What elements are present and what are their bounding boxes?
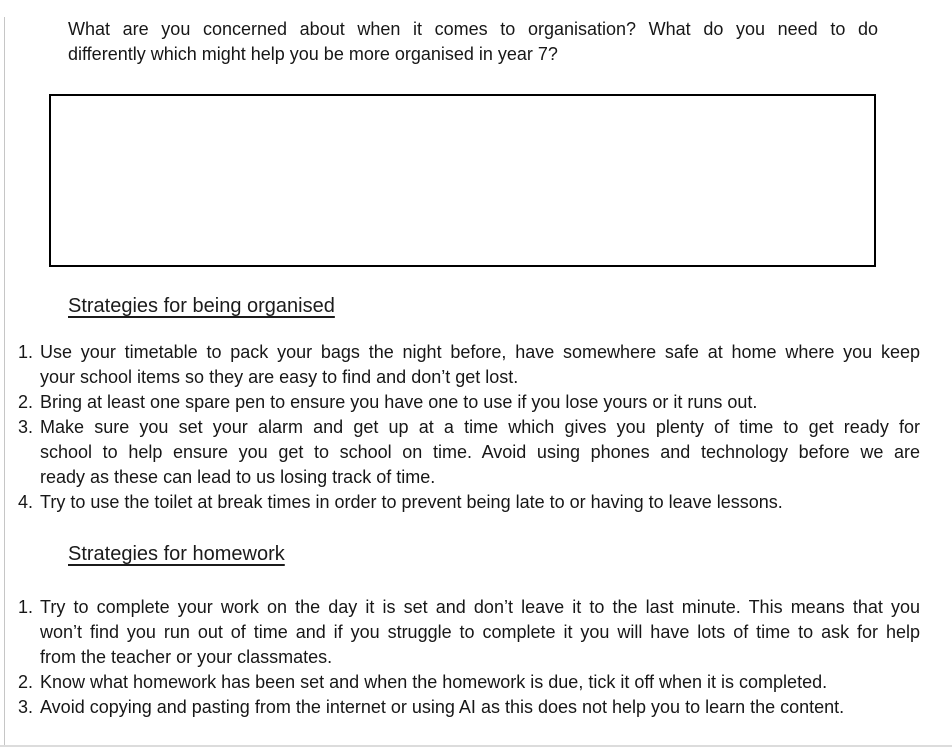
text-line: Avoid copying and pasting from the internet or using AI as this does not help you to learn the content.: [40, 697, 845, 717]
text-line: Make sure you set your alarm and get up at a time which gives you plenty of time to get ready for: [40, 417, 920, 437]
item-text: [40, 595, 920, 670]
list-item: [18, 390, 920, 415]
text-line: school to help ensure you get to school on time. Avoid using phones and technology before we are: [40, 442, 920, 462]
list-item: [18, 595, 920, 670]
list-item: [18, 340, 920, 390]
text-line: What are you concerned about when it comes to organisation? What do you need to do: [68, 19, 878, 39]
text-line: Know what homework has been set and when the homework is due, tick it off when it is completed.: [40, 672, 828, 692]
text-line: differently which might help you be more organised in year 7?: [68, 44, 558, 64]
list-item: [18, 415, 920, 490]
text-line: Try to use the toilet at break times in order to prevent being late to or having to leave lessons.: [40, 492, 783, 512]
strategy-list-organised: [18, 340, 920, 515]
intro-question: [68, 17, 878, 67]
item-number: 3.: [18, 417, 34, 437]
text-line: your school items so they are easy to find and don’t get lost.: [40, 367, 519, 387]
list-item: [18, 670, 920, 695]
section-heading-organised: [68, 293, 952, 319]
item-text: [40, 415, 920, 490]
item-text: [40, 340, 920, 390]
strategy-list-homework: [18, 595, 920, 720]
item-number: 1.: [18, 597, 34, 617]
text-line: Use your timetable to pack your bags the night before, have somewhere safe at home where you keep: [40, 342, 920, 362]
text-line: won’t find you run out of time and if you struggle to complete it you will have lots of time to ask for help: [40, 622, 920, 642]
item-text: [40, 670, 920, 695]
text-line: Try to complete your work on the day it is set and don’t leave it to the last minute. This means that you: [40, 597, 920, 617]
text-line: ready as these can lead to us losing track of time.: [40, 467, 436, 487]
item-number: 1.: [18, 342, 34, 362]
section-heading-text: Strategies for being organised: [68, 295, 335, 317]
section-heading-homework: [68, 541, 952, 567]
item-text: [40, 695, 920, 720]
item-number: 4.: [18, 492, 34, 512]
list-item: [18, 695, 920, 720]
answer-box[interactable]: [49, 94, 876, 267]
item-text: [40, 390, 920, 415]
text-line: Bring at least one spare pen to ensure you have one to use if you lose yours or it runs out.: [40, 392, 758, 412]
list-item: [18, 490, 920, 515]
item-number: 2.: [18, 392, 34, 412]
item-number: 3.: [18, 697, 34, 717]
text-line: from the teacher or your classmates.: [40, 647, 333, 667]
section-heading-text: Strategies for homework: [68, 543, 285, 565]
page-edge-rule-left: [4, 17, 5, 747]
item-text: [40, 490, 920, 515]
item-number: 2.: [18, 672, 34, 692]
worksheet-page: [0, 17, 952, 747]
